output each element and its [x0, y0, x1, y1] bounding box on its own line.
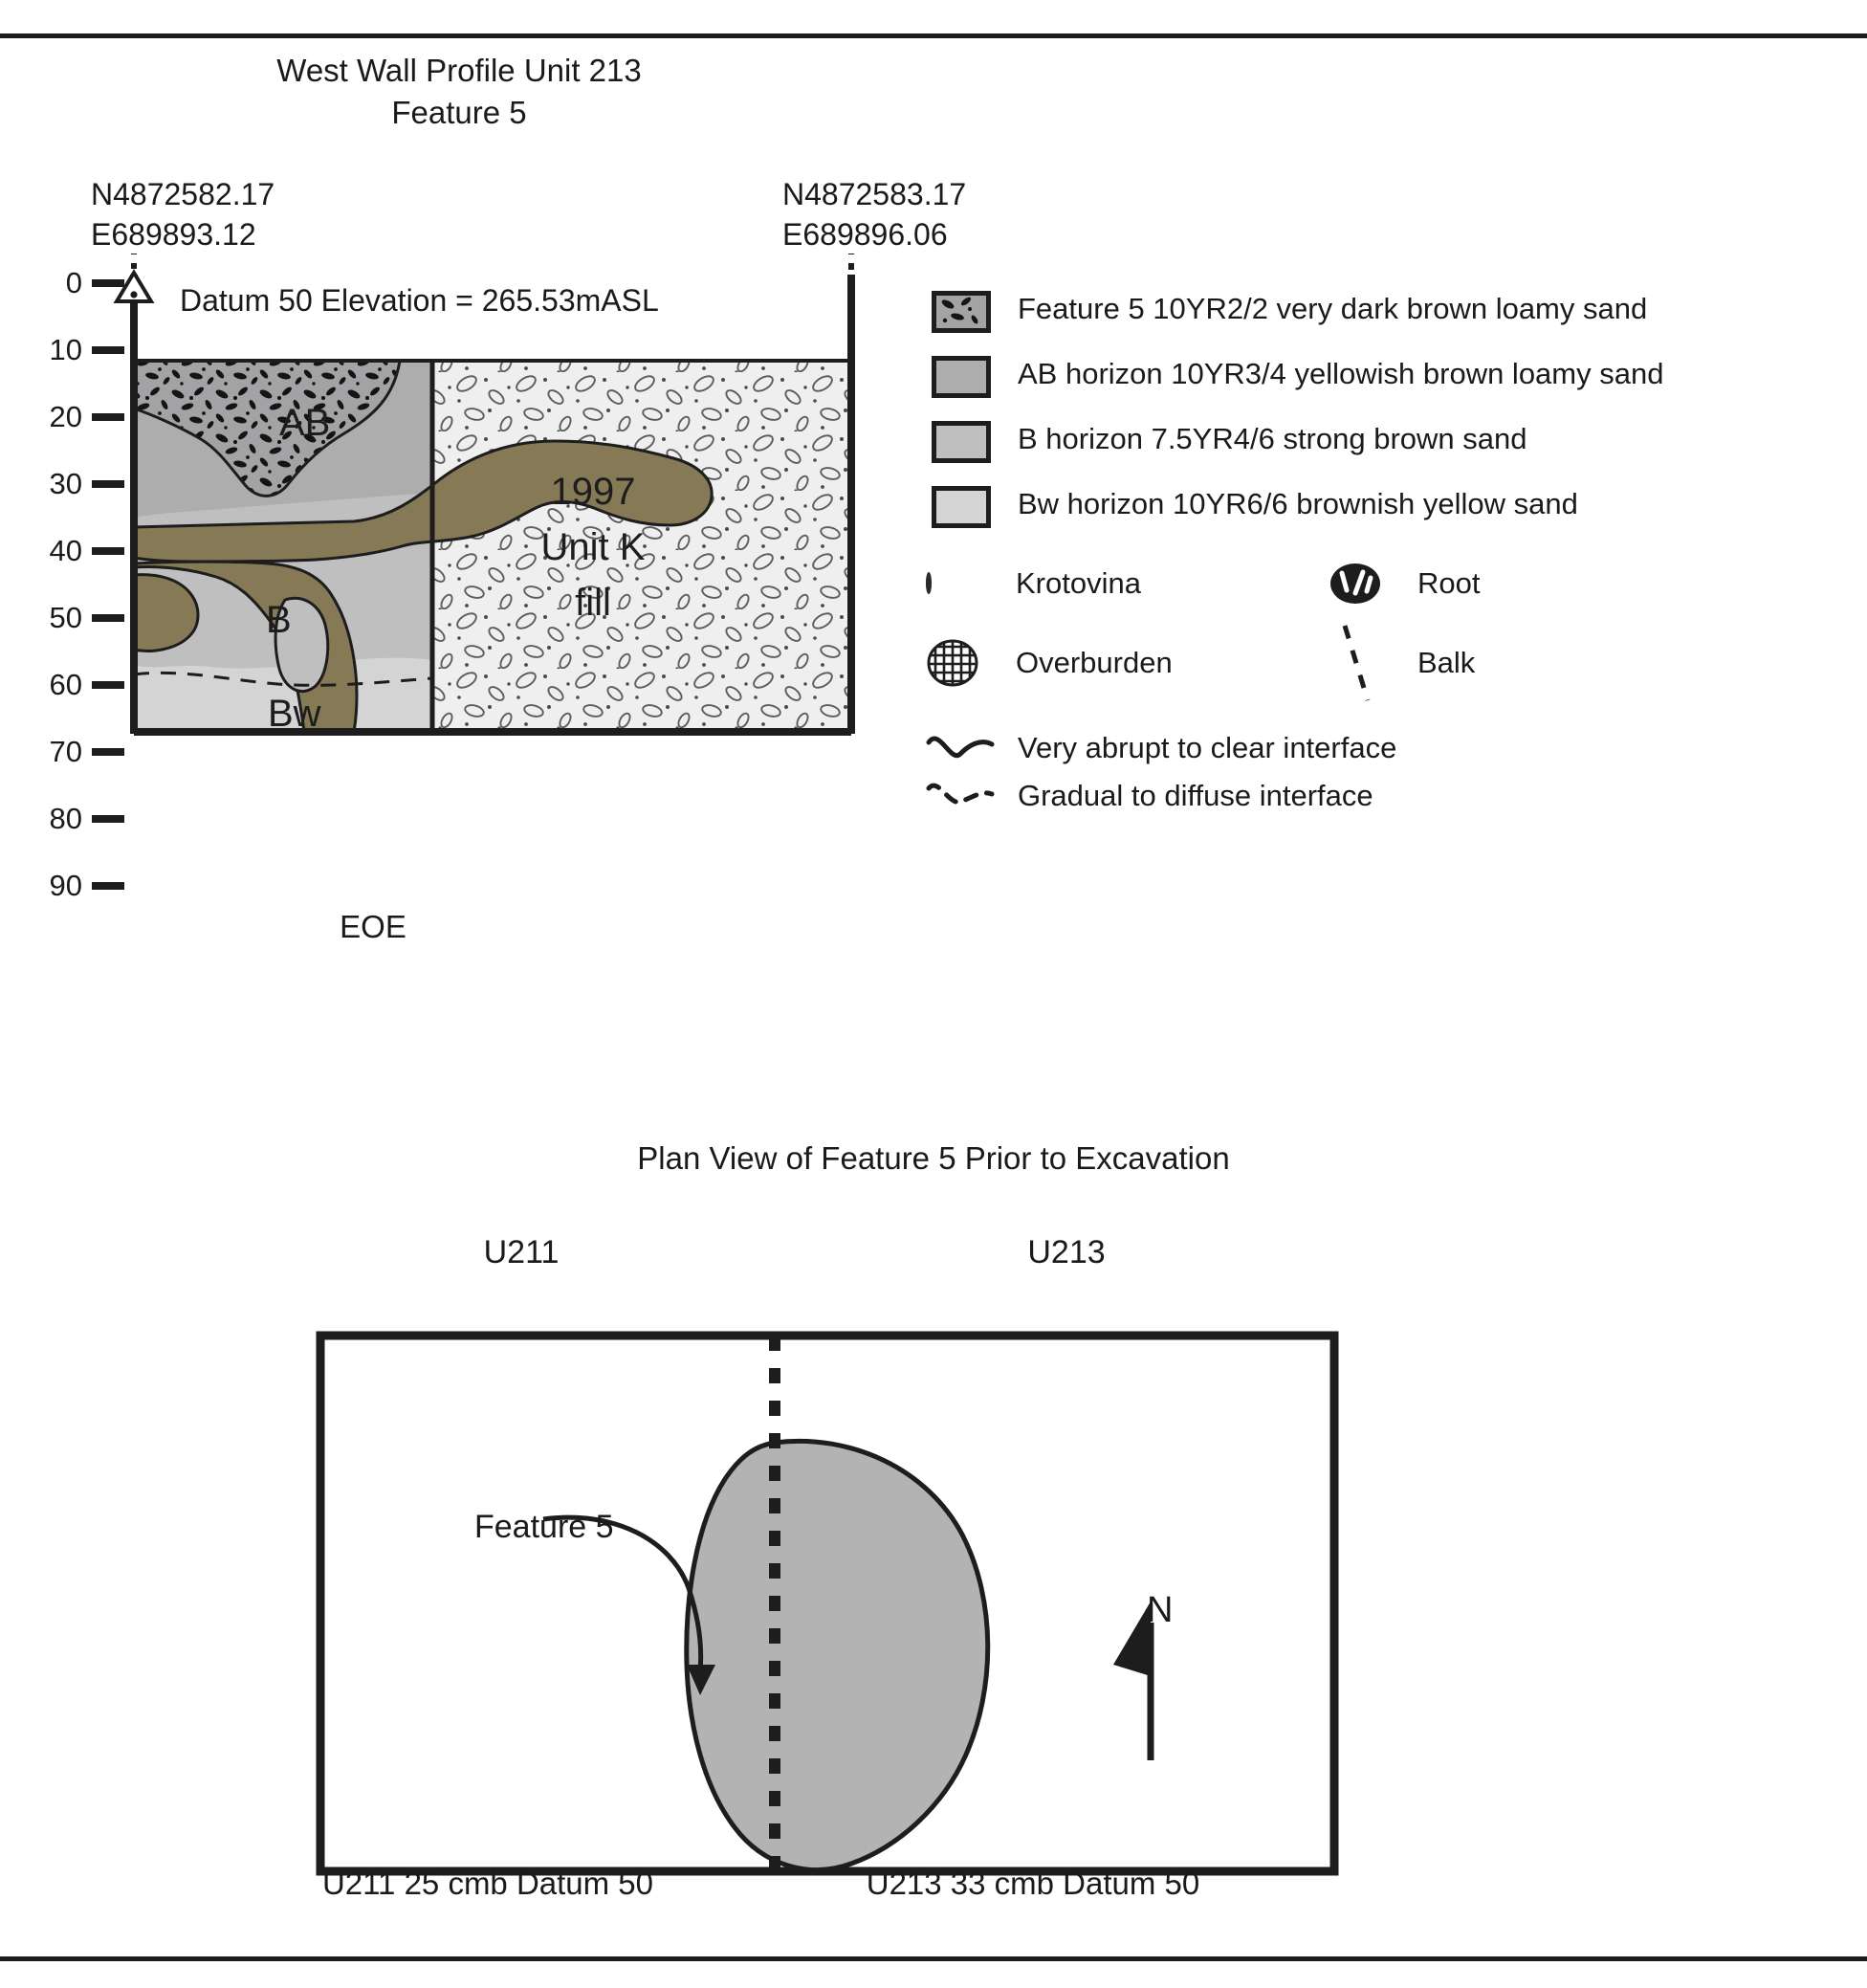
balk-icon	[1328, 620, 1398, 706]
plan-caption-right: U213 33 cmb Datum 50	[866, 1866, 1200, 1901]
depth-tick-30: 30	[0, 470, 124, 498]
north-label: N	[1147, 1590, 1174, 1630]
legend-label-krotovina: Krotovina	[1016, 566, 1141, 600]
depth-tick-0: 0	[0, 269, 124, 298]
bw-horizon-swatch-icon	[926, 482, 997, 532]
fill-label-line3: fill	[575, 582, 611, 624]
legend-row-bw-horizon	[926, 482, 1863, 532]
profile-legend	[926, 287, 1863, 827]
legend-label-feature5: Feature 5 10YR2/2 very dark brown loamy sand	[1018, 292, 1648, 325]
legend-label-balk: Balk	[1417, 646, 1476, 679]
profile-title-line1: West Wall Profile Unit 213	[276, 53, 642, 88]
horizon-label-ab: AB	[279, 402, 331, 444]
depth-tick-40: 40	[0, 537, 124, 565]
fill-label-line2: Unit K	[540, 526, 646, 568]
legend-row-overburden-balk	[926, 620, 1863, 706]
legend-item-root	[1328, 561, 1729, 607]
coord-left-easting: E689893.12	[91, 217, 256, 252]
depth-tick-20: 20	[0, 403, 124, 431]
legend-label-abrupt-interface: Very abrupt to clear interface	[1018, 731, 1397, 764]
fill-label-line1: 1997	[550, 471, 636, 513]
datum-triangle-icon	[117, 273, 151, 301]
legend-row-b-horizon	[926, 417, 1863, 467]
plan-caption-left: U211 25 cmb Datum 50	[321, 1866, 654, 1901]
legend-label-overburden: Overburden	[1016, 646, 1173, 679]
legend-label-root: Root	[1417, 566, 1481, 600]
plan-unit-label-left: U211	[483, 1234, 560, 1270]
legend-label-bw-horizon: Bw horizon 10YR6/6 brownish yellow sand	[1018, 487, 1578, 520]
legend-label-diffuse-interface: Gradual to diffuse interface	[1018, 779, 1373, 812]
b-horizon-swatch-icon	[926, 417, 997, 467]
legend-item-krotovina	[926, 566, 1328, 601]
feature5-mottled-swatch-icon	[926, 287, 997, 337]
legend-item-balk	[1328, 620, 1729, 706]
coordinate-label-left	[91, 174, 275, 254]
datum-elevation-note: Datum 50 Elevation = 265.53mASL	[180, 283, 659, 318]
depth-tick-70: 70	[0, 738, 124, 766]
eoe-label: EOE	[340, 909, 406, 944]
wavy-line-icon	[926, 731, 997, 765]
dashed-wavy-line-icon	[926, 779, 997, 813]
root-icon	[1328, 561, 1398, 607]
legend-row-ab-horizon	[926, 352, 1863, 402]
plan-unit-label-right: U213	[1027, 1234, 1106, 1270]
depth-tick-50: 50	[0, 604, 124, 632]
ab-horizon-swatch-icon	[926, 352, 997, 402]
overburden-icon	[926, 638, 997, 688]
krotovina-icon	[926, 575, 997, 592]
legend-row-krotovina-root	[926, 561, 1863, 607]
plan-view-title: Plan View of Feature 5 Prior to Excavation	[637, 1140, 1230, 1176]
legend-row-abrupt-interface	[926, 731, 1863, 765]
depth-tick-60: 60	[0, 671, 124, 699]
legend-label-ab-horizon: AB horizon 10YR3/4 yellowish brown loamy sand	[1018, 357, 1664, 390]
depth-tick-10: 10	[0, 336, 124, 364]
depth-tick-90: 90	[0, 872, 124, 900]
depth-tick-80: 80	[0, 805, 124, 833]
legend-item-overburden	[926, 638, 1328, 688]
coordinate-label-right	[782, 174, 966, 254]
west-wall-profile-figure	[0, 266, 918, 971]
profile-title	[0, 50, 918, 134]
coord-right-easting: E689896.06	[782, 217, 948, 252]
legend-label-b-horizon: B horizon 7.5YR4/6 strong brown sand	[1018, 422, 1527, 455]
coord-right-northing: N4872583.17	[782, 177, 967, 211]
horizon-label-b: B	[266, 599, 292, 641]
profile-title-line2: Feature 5	[391, 95, 527, 130]
horizon-label-bw: Bw	[268, 693, 321, 735]
coord-left-northing: N4872582.17	[91, 177, 275, 211]
top-frame-rule	[0, 33, 1867, 38]
plan-feature-label: Feature 5	[474, 1509, 614, 1545]
legend-row-feature5	[926, 287, 1863, 337]
legend-row-diffuse-interface	[926, 779, 1863, 813]
plan-view-figure	[0, 1234, 1867, 1961]
